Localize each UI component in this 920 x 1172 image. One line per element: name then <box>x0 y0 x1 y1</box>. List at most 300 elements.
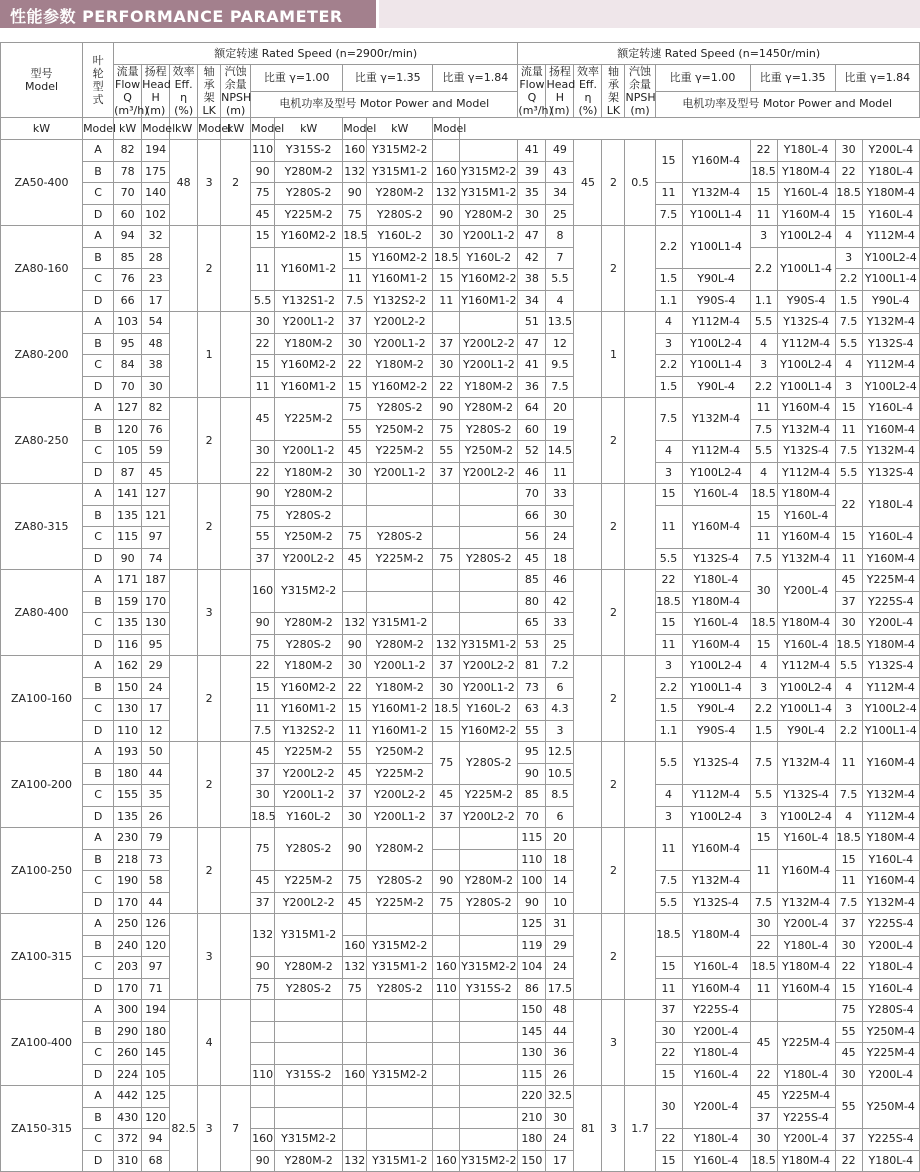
table-row <box>1 720 920 742</box>
model-cell <box>367 1000 433 1022</box>
model-cell: Y132S-4 <box>777 785 835 807</box>
model-cell: Y100L1-4 <box>682 204 750 226</box>
flow-header-line: 流量 <box>116 65 139 78</box>
kw-cell: 7.5 <box>835 892 862 914</box>
model-cell: Y100L2-4 <box>777 355 835 377</box>
kw-cell: 15 <box>655 484 682 506</box>
head-header-line: Head <box>142 78 171 91</box>
model-cell <box>367 591 433 613</box>
efficiency-cell <box>170 484 198 570</box>
table-row <box>1 1150 920 1172</box>
model-cell: Y315M1-2 <box>367 161 433 183</box>
kw-cell <box>343 505 367 527</box>
kw-cell: 160 <box>433 161 460 183</box>
model-cell: Y315M1-2 <box>460 183 518 205</box>
flow-cell: 47 <box>518 333 546 355</box>
model-cell: Y200L2-2 <box>367 312 433 334</box>
model-cell: Y180L-4 <box>682 1043 750 1065</box>
npsh-cell <box>625 1000 655 1086</box>
model-cell: Y160L-4 <box>777 828 835 850</box>
model-cell <box>460 140 518 162</box>
flow-cell: 203 <box>114 957 142 979</box>
kw-cell <box>433 1021 460 1043</box>
kw-cell: 75 <box>251 978 275 1000</box>
bearing-frame-cell: 3 <box>198 914 221 1000</box>
kw-cell: 90 <box>433 398 460 420</box>
model-cell: Y160M2-2 <box>460 269 518 291</box>
kw-cell: 4 <box>835 226 862 248</box>
model-cell: Y100L1-4 <box>682 226 750 269</box>
head-cell: 5.5 <box>546 269 574 291</box>
kw-cell: 11 <box>835 419 862 441</box>
flow-cell: 94 <box>114 226 142 248</box>
impeller-cell: D <box>83 634 114 656</box>
model-cell: Y180M-4 <box>682 914 750 957</box>
model-cell: Y280S-2 <box>460 548 518 570</box>
model-cell: Y132S2-2 <box>275 720 343 742</box>
flow-cell: 240 <box>114 935 142 957</box>
model-cell: Y100L2-4 <box>777 226 835 248</box>
kw-cell: 75 <box>835 1000 862 1022</box>
impeller-cell: A <box>83 226 114 248</box>
impeller-cell: D <box>83 376 114 398</box>
npsh-header-line: 汽蚀 <box>224 65 247 78</box>
kw-cell: 37 <box>835 1129 862 1151</box>
bearing-frame-cell: 2 <box>198 226 221 312</box>
head-cell: 145 <box>142 1043 170 1065</box>
efficiency-cell <box>574 742 602 828</box>
model-cell: Y100L2-4 <box>777 677 835 699</box>
head-cell: 120 <box>142 935 170 957</box>
model-cell: Y132M-4 <box>682 398 750 441</box>
head-cell: 79 <box>142 828 170 850</box>
model-cell: Y315M1-2 <box>367 613 433 635</box>
model-cell: Y280M-2 <box>460 398 518 420</box>
bearing-frame-cell: 2 <box>602 226 625 312</box>
kw-cell: 15 <box>251 677 275 699</box>
kw-cell <box>433 527 460 549</box>
model-cell: Y280S-4 <box>862 1000 919 1022</box>
model-name-cell: ZA100-400 <box>1 1000 83 1086</box>
model-cell: Y100L2-4 <box>682 462 750 484</box>
model-col-header: Model <box>198 118 221 140</box>
model-cell: Y280S-2 <box>367 204 433 226</box>
kw-cell: 11 <box>655 505 682 548</box>
table-row <box>1 613 920 635</box>
kw-cell: 160 <box>251 570 275 613</box>
model-cell: Y200L1-2 <box>460 677 518 699</box>
head-header <box>142 65 170 118</box>
kw-header: kW <box>367 118 433 140</box>
model-cell: Y180M-4 <box>862 634 919 656</box>
rated-speed-2900-header: 额定转速 Rated Speed (n=2900r/min) <box>114 43 518 65</box>
model-name-cell: ZA50-400 <box>1 140 83 226</box>
impeller-cell: C <box>83 957 114 979</box>
efficiency-cell: 48 <box>170 140 198 226</box>
kw-cell: 30 <box>251 441 275 463</box>
model-cell: Y200L1-2 <box>367 806 433 828</box>
eff-header-line: 效率 <box>172 65 195 78</box>
efficiency-cell <box>170 914 198 1000</box>
npsh-cell: 7 <box>221 1086 251 1172</box>
kw-cell: 18.5 <box>433 247 460 269</box>
head-cell: 94 <box>142 1129 170 1151</box>
table-row <box>1 634 920 656</box>
kw-cell: 37 <box>835 591 862 613</box>
kw-cell: 160 <box>343 935 367 957</box>
model-cell: Y90L-4 <box>777 720 835 742</box>
model-cell <box>275 1086 343 1108</box>
flow-cell: 116 <box>114 634 142 656</box>
model-cell: Y200L2-2 <box>275 763 343 785</box>
impeller-cell: D <box>83 892 114 914</box>
kw-cell: 18.5 <box>835 828 862 850</box>
efficiency-cell <box>574 312 602 398</box>
kw-cell: 3 <box>655 333 682 355</box>
kw-cell: 1.1 <box>655 720 682 742</box>
bearing-frame-cell: 3 <box>602 1086 625 1172</box>
impeller-cell: A <box>83 828 114 850</box>
model-cell: Y180M-4 <box>777 613 835 635</box>
kw-cell: 90 <box>433 204 460 226</box>
model-name-cell: ZA100-250 <box>1 828 83 914</box>
model-cell: Y280M-2 <box>275 613 343 635</box>
kw-cell: 132 <box>251 914 275 957</box>
kw-cell: 11 <box>750 978 777 1000</box>
model-cell: Y180M-4 <box>777 1150 835 1172</box>
head-cell: 23 <box>142 269 170 291</box>
npsh-header-line: (m) <box>225 104 246 117</box>
flow-header-line: Q <box>123 91 132 104</box>
impeller-cell: D <box>83 204 114 226</box>
kw-cell: 45 <box>835 570 862 592</box>
head-cell: 97 <box>142 957 170 979</box>
flow-cell: 150 <box>518 1000 546 1022</box>
bearing-frame-cell: 2 <box>602 484 625 570</box>
model-cell <box>460 914 518 936</box>
model-cell: Y160L-4 <box>682 1064 750 1086</box>
flow-cell: 230 <box>114 828 142 850</box>
kw-cell: 7.5 <box>835 312 862 334</box>
kw-cell: 3 <box>750 806 777 828</box>
head-cell: 59 <box>142 441 170 463</box>
model-cell: Y225M-2 <box>367 892 433 914</box>
kw-cell: 15 <box>835 398 862 420</box>
model-cell: Y280M-2 <box>275 957 343 979</box>
flow-cell: 310 <box>114 1150 142 1172</box>
model-cell <box>367 1086 433 1108</box>
model-cell: Y200L2-2 <box>367 785 433 807</box>
kw-cell: 11 <box>835 742 862 785</box>
model-cell: Y225M-4 <box>777 1021 835 1064</box>
head-cell: 8.5 <box>546 785 574 807</box>
table-row <box>1 441 920 463</box>
impeller-cell: A <box>83 914 114 936</box>
model-cell: Y112M-4 <box>682 312 750 334</box>
kw-cell: 4 <box>655 785 682 807</box>
model-cell: Y160L-4 <box>862 527 919 549</box>
impeller-cell: A <box>83 398 114 420</box>
flow-cell: 159 <box>114 591 142 613</box>
head-cell: 17 <box>142 290 170 312</box>
model-cell: Y200L1-2 <box>460 355 518 377</box>
model-col-header: Model <box>343 118 367 140</box>
flow-cell: 85 <box>114 247 142 269</box>
bearing-frame-cell: 1 <box>198 312 221 398</box>
model-cell: Y160M1-2 <box>367 720 433 742</box>
page-title: 性能参数 PERFORMANCE PARAMETER <box>10 7 343 26</box>
kw-cell: 2.2 <box>835 269 862 291</box>
kw-cell: 11 <box>655 183 682 205</box>
model-cell: Y180M-2 <box>275 462 343 484</box>
flow-cell: 110 <box>518 849 546 871</box>
bearing-frame-cell: 2 <box>198 484 221 570</box>
bearing-frame-header-2 <box>602 65 625 118</box>
model-cell: Y180L-4 <box>862 161 919 183</box>
table-row <box>1 914 920 936</box>
model-cell: Y225M-2 <box>367 441 433 463</box>
kw-cell: 2.2 <box>835 720 862 742</box>
model-cell: Y200L-4 <box>682 1086 750 1129</box>
model-cell <box>460 613 518 635</box>
flow-cell: 218 <box>114 849 142 871</box>
npsh-cell <box>221 484 251 570</box>
model-cell: Y200L1-2 <box>367 462 433 484</box>
model-cell: Y225M-2 <box>367 548 433 570</box>
eff-header-line: η <box>180 91 188 104</box>
kw-cell: 75 <box>433 548 460 570</box>
model-cell: Y180M-4 <box>777 957 835 979</box>
efficiency-cell <box>574 828 602 914</box>
flow-cell: 90 <box>518 892 546 914</box>
impeller-cell: C <box>83 183 114 205</box>
npsh-cell <box>625 742 655 828</box>
kw-cell: 15 <box>655 1064 682 1086</box>
model-cell <box>460 591 518 613</box>
model-cell: Y132S-4 <box>777 441 835 463</box>
kw-cell <box>251 1086 275 1108</box>
flow-cell: 115 <box>114 527 142 549</box>
model-cell: Y160M1-2 <box>275 376 343 398</box>
model-cell: Y180M-4 <box>682 591 750 613</box>
impeller-cell: C <box>83 269 114 291</box>
kw-cell: 90 <box>343 828 367 871</box>
table-row <box>1 376 920 398</box>
model-cell: Y90L-4 <box>682 376 750 398</box>
npsh-cell <box>221 312 251 398</box>
npsh-header-line: 汽蚀 <box>628 65 651 78</box>
model-name-cell: ZA80-400 <box>1 570 83 656</box>
kw-cell: 37 <box>343 785 367 807</box>
model-cell: Y160L-4 <box>777 505 835 527</box>
model-cell: Y100L2-4 <box>682 656 750 678</box>
kw-cell <box>343 1021 367 1043</box>
kw-cell <box>433 613 460 635</box>
table-row <box>1 204 920 226</box>
flow-cell: 73 <box>518 677 546 699</box>
model-cell: Y200L-4 <box>862 1064 919 1086</box>
head-cell: 12 <box>142 720 170 742</box>
model-cell: Y90S-4 <box>682 290 750 312</box>
npsh-cell <box>221 828 251 914</box>
kw-cell: 90 <box>251 161 275 183</box>
impeller-header-char: 叶 <box>92 54 104 67</box>
model-cell: Y200L2-2 <box>460 656 518 678</box>
kw-cell: 4 <box>835 677 862 699</box>
model-cell: Y315M2-2 <box>460 957 518 979</box>
lk-header-line: 架 <box>607 91 619 104</box>
model-cell: Y160M2-2 <box>460 720 518 742</box>
model-cell: Y160M-4 <box>682 978 750 1000</box>
head-cell: 6 <box>546 677 574 699</box>
lk-header-line: LK <box>606 104 621 117</box>
model-cell: Y100L1-4 <box>777 699 835 721</box>
head-cell: 28 <box>142 247 170 269</box>
kw-cell: 7.5 <box>655 204 682 226</box>
flow-cell: 115 <box>518 1064 546 1086</box>
model-cell: Y315M1-2 <box>367 1150 433 1172</box>
kw-cell: 132 <box>433 634 460 656</box>
kw-cell: 5.5 <box>655 892 682 914</box>
model-cell: Y160M-4 <box>682 828 750 871</box>
impeller-cell: A <box>83 140 114 162</box>
flow-cell: 442 <box>114 1086 142 1108</box>
kw-cell: 11 <box>750 849 777 892</box>
head-cell: 12.5 <box>546 742 574 764</box>
kw-cell <box>343 1107 367 1129</box>
kw-cell: 1.5 <box>750 720 777 742</box>
head-cell: 29 <box>546 935 574 957</box>
model-name-cell: ZA80-200 <box>1 312 83 398</box>
efficiency-cell <box>170 398 198 484</box>
head-cell: 17.5 <box>546 978 574 1000</box>
kw-cell: 11 <box>750 398 777 420</box>
head-cell: 24 <box>546 957 574 979</box>
npsh-cell <box>221 742 251 828</box>
kw-cell: 4 <box>835 806 862 828</box>
efficiency-cell <box>170 312 198 398</box>
bearing-frame-cell: 2 <box>602 656 625 742</box>
model-cell: Y160M-4 <box>777 398 835 420</box>
flow-cell: 105 <box>114 441 142 463</box>
head-cell: 17 <box>546 1150 574 1172</box>
kw-cell <box>433 935 460 957</box>
head-cell: 125 <box>142 1086 170 1108</box>
kw-cell <box>251 1000 275 1022</box>
efficiency-cell <box>574 570 602 656</box>
flow-cell: 56 <box>518 527 546 549</box>
model-cell: Y160L-4 <box>777 183 835 205</box>
kw-cell: 75 <box>343 204 367 226</box>
table-row <box>1 247 920 269</box>
model-cell: Y112M-4 <box>682 441 750 463</box>
model-cell: Y180L-4 <box>862 484 919 527</box>
model-cell <box>777 1000 835 1022</box>
head-cell: 36 <box>546 1043 574 1065</box>
efficiency-cell <box>170 828 198 914</box>
model-cell: Y200L2-2 <box>460 333 518 355</box>
banner-right <box>379 0 920 28</box>
model-header-en: Model <box>25 80 59 93</box>
kw-cell: 1.5 <box>655 699 682 721</box>
efficiency-cell <box>170 1000 198 1086</box>
model-cell: Y112M-4 <box>777 656 835 678</box>
flow-cell: 220 <box>518 1086 546 1108</box>
impeller-cell: D <box>83 1064 114 1086</box>
kw-cell: 11 <box>750 527 777 549</box>
kw-cell: 22 <box>750 935 777 957</box>
flow-cell: 224 <box>114 1064 142 1086</box>
kw-cell <box>343 484 367 506</box>
model-cell: Y225M-2 <box>275 398 343 441</box>
head-cell: 8 <box>546 226 574 248</box>
kw-cell <box>433 312 460 334</box>
kw-cell: 18.5 <box>655 914 682 957</box>
head-cell: 30 <box>546 1107 574 1129</box>
model-cell: Y280S-2 <box>275 978 343 1000</box>
kw-cell <box>433 914 460 936</box>
model-cell: Y180L-4 <box>862 957 919 979</box>
flow-cell: 162 <box>114 656 142 678</box>
kw-cell: 22 <box>655 1043 682 1065</box>
head-cell: 44 <box>142 892 170 914</box>
kw-cell: 5.5 <box>655 742 682 785</box>
kw-cell: 37 <box>251 763 275 785</box>
kw-cell: 15 <box>343 247 367 269</box>
kw-cell: 18.5 <box>750 484 777 506</box>
flow-cell: 100 <box>518 871 546 893</box>
model-cell: Y132S-4 <box>682 742 750 785</box>
model-cell: Y112M-4 <box>777 333 835 355</box>
kw-cell: 75 <box>251 828 275 871</box>
head-cell: 42 <box>546 591 574 613</box>
head-header-line: H <box>151 91 160 104</box>
impeller-cell: B <box>83 591 114 613</box>
kw-cell: 75 <box>251 505 275 527</box>
head-cell: 97 <box>142 527 170 549</box>
kw-cell: 30 <box>433 677 460 699</box>
flow-cell: 193 <box>114 742 142 764</box>
table-row <box>1 935 920 957</box>
title-banner <box>0 0 920 28</box>
kw-cell <box>343 1000 367 1022</box>
model-cell: Y225S-4 <box>777 1107 835 1129</box>
head-cell: 130 <box>142 613 170 635</box>
kw-cell: 5.5 <box>750 441 777 463</box>
flow-cell: 66 <box>114 290 142 312</box>
kw-cell: 30 <box>343 806 367 828</box>
kw-cell: 37 <box>655 1000 682 1022</box>
flow-cell: 76 <box>114 269 142 291</box>
flow-cell: 51 <box>518 312 546 334</box>
model-cell <box>460 505 518 527</box>
model-cell <box>275 1043 343 1065</box>
efficiency-cell <box>574 398 602 484</box>
kw-cell: 4 <box>655 312 682 334</box>
model-cell <box>460 1043 518 1065</box>
model-cell <box>275 1000 343 1022</box>
flow-cell: 135 <box>114 806 142 828</box>
model-cell: Y200L1-2 <box>275 312 343 334</box>
head-cell: 105 <box>142 1064 170 1086</box>
model-name-cell: ZA150-315 <box>1 1086 83 1172</box>
head-cell: 4 <box>546 290 574 312</box>
flow-cell: 70 <box>114 376 142 398</box>
kw-header: kW <box>114 118 142 140</box>
kw-cell: 30 <box>750 1129 777 1151</box>
model-cell: Y132S1-2 <box>275 290 343 312</box>
kw-cell: 75 <box>251 183 275 205</box>
